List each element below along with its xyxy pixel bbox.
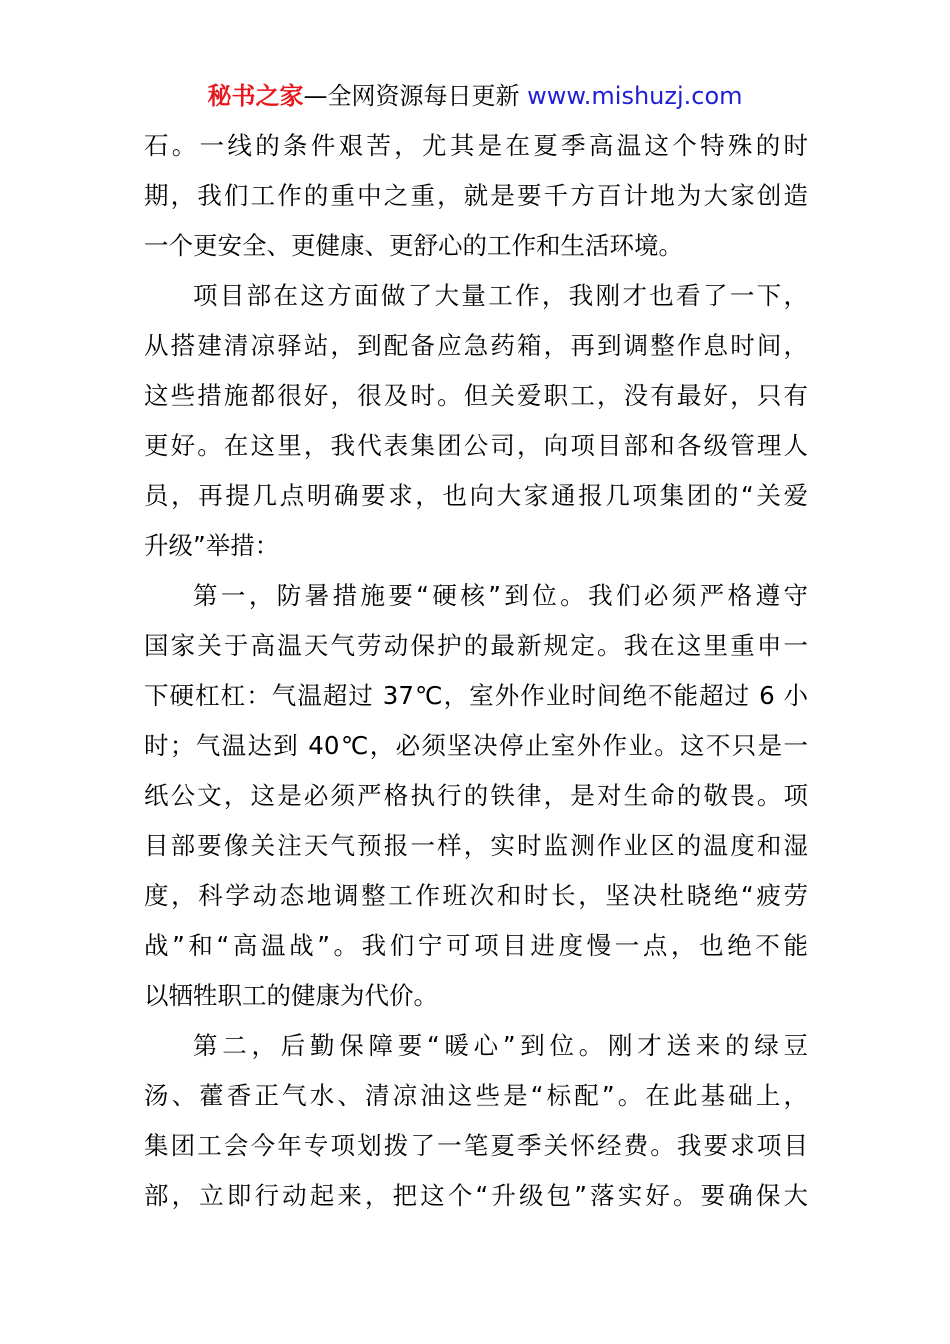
text-line: 下硬杠杠：气温超过 37℃，室外作业时间绝不能超过 6 小 (144, 681, 808, 710)
text-line: 石。一线的条件艰苦，尤其是在夏季高温这个特殊的时 (144, 131, 808, 160)
text-line: 员，再提几点明确要求，也向大家通报几项集团的“关爱 (144, 481, 808, 510)
text-line: 一个更安全、更健康、更舒心的工作和生活环境。 (144, 231, 683, 260)
text-line: 升级”举措： (144, 531, 280, 560)
text-line: 第二，后勤保障要“暖心”到位。刚才送来的绿豆 (193, 1031, 808, 1060)
text-line: 期，我们工作的重中之重，就是要千方百计地为大家创造 (144, 181, 808, 210)
text-line: 以牺牲职工的健康为代价。 (144, 981, 438, 1010)
site-brand: 秘书之家 (207, 82, 304, 110)
text-line: 从搭建清凉驿站，到配备应急药箱，再到调整作息时间， (144, 331, 808, 360)
text-line: 部，立即行动起来，把这个“升级包”落实好。要确保大 (144, 1181, 808, 1210)
text-line: 战”和“高温战”。我们宁可项目进度慢一点，也绝不能 (144, 931, 808, 960)
text-line: 汤、藿香正气水、清凉油这些是“标配”。在此基础上， (144, 1081, 808, 1110)
text-line: 项目部在这方面做了大量工作，我刚才也看了一下， (193, 281, 808, 310)
text-line: 纸公文，这是必须严格执行的铁律，是对生命的敬畏。项 (144, 781, 808, 810)
text-line: 这些措施都很好，很及时。但关爱职工，没有最好，只有 (144, 381, 808, 410)
text-line: 更好。在这里，我代表集团公司，向项目部和各级管理人 (144, 431, 808, 460)
text-line: 国家关于高温天气劳动保护的最新规定。我在这里重申一 (144, 631, 808, 660)
text-line: 集团工会今年专项划拨了一笔夏季关怀经费。我要求项目 (144, 1131, 808, 1160)
site-url: www.mishuzj.com (527, 82, 743, 110)
text-line: 目部要像关注天气预报一样，实时监测作业区的温度和湿 (144, 831, 808, 860)
text-line: 时；气温达到 40℃，必须坚决停止室外作业。这不只是一 (144, 731, 808, 760)
site-tagline: —全网资源每日更新 (303, 82, 528, 110)
document-body (144, 121, 808, 1221)
site-header (0, 80, 950, 112)
text-line: 第一，防暑措施要“硬核”到位。我们必须严格遵守 (193, 581, 808, 610)
text-line: 度，科学动态地调整工作班次和时长，坚决杜晓绝“疲劳 (144, 881, 808, 910)
